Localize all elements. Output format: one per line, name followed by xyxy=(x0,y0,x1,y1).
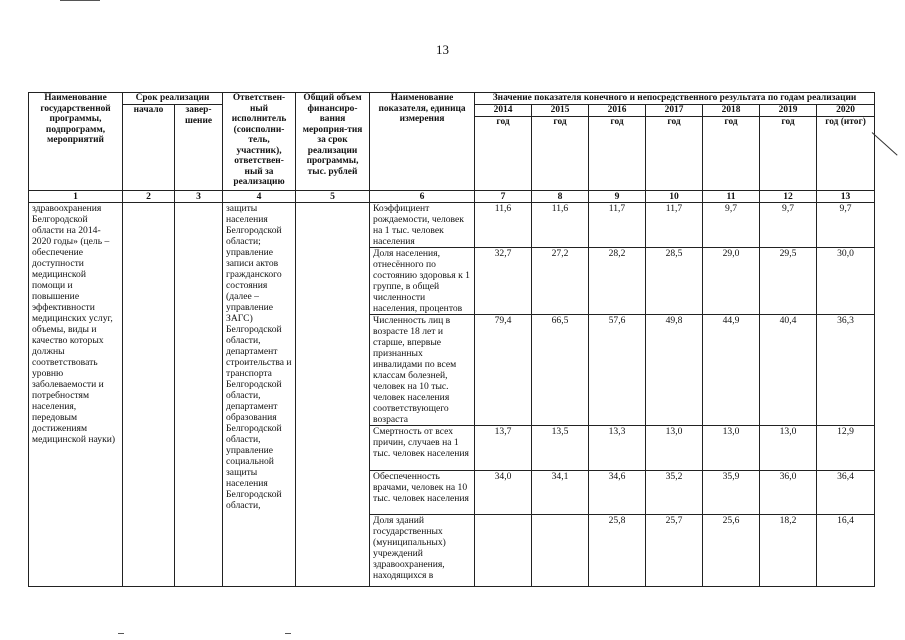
value-cell: 66,5 xyxy=(532,314,589,425)
header-year-sub: год xyxy=(475,116,532,190)
scan-mark-line xyxy=(872,132,898,155)
value-cell: 29,5 xyxy=(760,247,817,314)
header-period: Срок реализации xyxy=(123,93,223,105)
value-cell: 27,2 xyxy=(532,247,589,314)
value-cell: 28,2 xyxy=(589,247,646,314)
value-cell: 9,7 xyxy=(703,202,760,247)
header-year-sub: год xyxy=(532,116,589,190)
value-cell: 12,9 xyxy=(817,425,875,470)
column-number: 3 xyxy=(175,190,223,202)
value-cell: 34,6 xyxy=(589,470,646,514)
indicator-name: Коэффициент рождаемости, человек на 1 тыс. человек населения xyxy=(370,202,475,247)
program-description: здравоохранения Белгородской области на 2014-2020 годы» (цель – обеспечение доступности медицинской помощи и повышение эффективности медицинских услуг, объемы, виды и качество которых должны соответствовать уровню заболеваемости и потребностям населения, передовым достижениям медицинской науки) xyxy=(29,202,123,586)
value-cell xyxy=(475,514,532,586)
financing-cell xyxy=(296,202,370,586)
value-cell: 44,9 xyxy=(703,314,760,425)
value-cell: 32,7 xyxy=(475,247,532,314)
value-cell: 13,7 xyxy=(475,425,532,470)
page-number: 13 xyxy=(436,42,449,57)
period-end-cell xyxy=(175,202,223,586)
indicator-name: Доля зданий государственных (муниципальных) учреждений здравоохранения, находящихся в xyxy=(370,514,475,586)
value-cell: 36,4 xyxy=(817,470,875,514)
value-cell: 11,6 xyxy=(475,202,532,247)
value-cell: 13,0 xyxy=(760,425,817,470)
column-number: 1 xyxy=(29,190,123,202)
header-program: Наименование государственной программы, подпрограмм, мероприятий xyxy=(29,93,123,191)
column-number-row xyxy=(29,190,875,202)
column-number: 12 xyxy=(760,190,817,202)
header-values-title: Значение показателя конечного и непосредственного результата по годам реализации xyxy=(475,93,875,105)
column-number: 5 xyxy=(296,190,370,202)
value-cell: 16,4 xyxy=(817,514,875,586)
value-cell: 35,9 xyxy=(703,470,760,514)
scan-mark-line xyxy=(118,633,124,634)
value-cell: 30,0 xyxy=(817,247,875,314)
period-start-cell xyxy=(123,202,175,586)
header-year: 2016 xyxy=(589,105,646,117)
header-executor: Ответствен-ный исполнитель (соисполни-тель, участник), ответствен-ный за реализацию xyxy=(223,93,296,191)
value-cell: 11,6 xyxy=(532,202,589,247)
value-cell: 25,7 xyxy=(646,514,703,586)
value-cell: 18,2 xyxy=(760,514,817,586)
scan-mark-line xyxy=(60,0,100,1)
column-number: 2 xyxy=(123,190,175,202)
indicator-name: Смертность от всех причин, случаев на 1 тыс. человек населения xyxy=(370,425,475,470)
value-cell: 36,0 xyxy=(760,470,817,514)
value-cell: 79,4 xyxy=(475,314,532,425)
value-cell: 13,5 xyxy=(532,425,589,470)
header-year-sub: год xyxy=(703,116,760,190)
column-number: 11 xyxy=(703,190,760,202)
value-cell: 35,2 xyxy=(646,470,703,514)
table-row xyxy=(29,202,875,247)
value-cell: 11,7 xyxy=(589,202,646,247)
header-year: 2019 xyxy=(760,105,817,117)
value-cell: 49,8 xyxy=(646,314,703,425)
header-indicator: Наименование показателя, единица измерения xyxy=(370,93,475,191)
value-cell: 13,0 xyxy=(646,425,703,470)
value-cell: 34,0 xyxy=(475,470,532,514)
value-cell: 28,5 xyxy=(646,247,703,314)
value-cell: 13,0 xyxy=(703,425,760,470)
value-cell: 36,3 xyxy=(817,314,875,425)
header-period-end: завер-шение xyxy=(175,105,223,191)
value-cell: 9,7 xyxy=(760,202,817,247)
program-table xyxy=(28,92,875,587)
header-year-sub: год xyxy=(760,116,817,190)
column-number: 6 xyxy=(370,190,475,202)
header-year: 2020 xyxy=(817,105,875,117)
value-cell: 34,1 xyxy=(532,470,589,514)
indicator-name: Обеспеченность врачами, человек на 10 тыс. человек населения xyxy=(370,470,475,514)
header-year: 2018 xyxy=(703,105,760,117)
column-number: 7 xyxy=(475,190,532,202)
value-cell: 9,7 xyxy=(817,202,875,247)
value-cell: 11,7 xyxy=(646,202,703,247)
value-cell xyxy=(532,514,589,586)
header-year: 2017 xyxy=(646,105,703,117)
column-number: 13 xyxy=(817,190,875,202)
column-number: 4 xyxy=(223,190,296,202)
header-year: 2015 xyxy=(532,105,589,117)
header-period-start: начало xyxy=(123,105,175,191)
value-cell: 25,8 xyxy=(589,514,646,586)
scan-mark-line xyxy=(285,633,291,634)
header-year-sub: год (итог) xyxy=(817,116,875,190)
executors-text: защиты населения Белгородской области; управление записи актов гражданского состояния (далее – управление ЗАГС) Белгородской области, департамент строительства и транспорта Белгородской области, департамент образования Белгородской области, управление социальной защиты населения Белгородской области, xyxy=(223,202,296,586)
header-year-sub: год xyxy=(589,116,646,190)
indicator-name: Доля населения, отнесённого по состоянию здоровья к 1 группе, в общей численности населения, процентов xyxy=(370,247,475,314)
value-cell: 13,3 xyxy=(589,425,646,470)
value-cell: 57,6 xyxy=(589,314,646,425)
value-cell: 40,4 xyxy=(760,314,817,425)
value-cell: 29,0 xyxy=(703,247,760,314)
value-cell: 25,6 xyxy=(703,514,760,586)
indicator-name: Численность лиц в возрасте 18 лет и старше, впервые признанных инвалидами по всем классам болезней, человек на 10 тыс. человек населения соответствующего возраста xyxy=(370,314,475,425)
header-year-sub: год xyxy=(646,116,703,190)
column-number: 9 xyxy=(589,190,646,202)
column-number: 10 xyxy=(646,190,703,202)
header-financing: Общий объем финансиро-вания мероприя-тия за срок реализации программы, тыс. рублей xyxy=(296,93,370,191)
header-year: 2014 xyxy=(475,105,532,117)
column-number: 8 xyxy=(532,190,589,202)
